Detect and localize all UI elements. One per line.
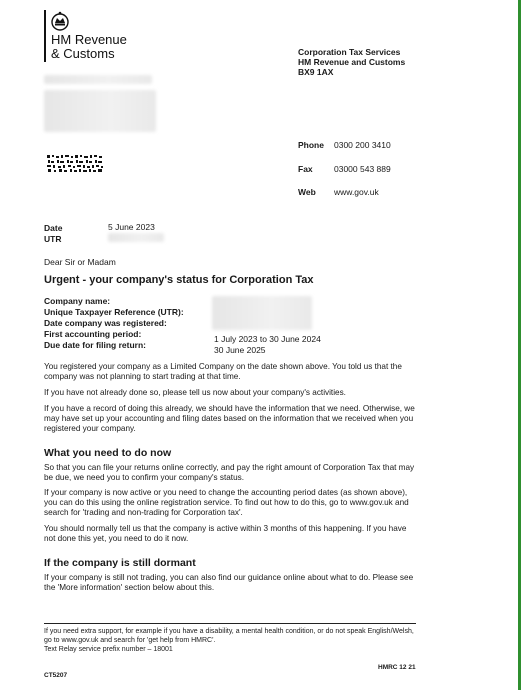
field-company-name: Company name: bbox=[44, 296, 111, 306]
field-due-date: Due date for filing return: bbox=[44, 340, 146, 350]
logo-rule bbox=[44, 10, 46, 62]
fax-label: Fax bbox=[298, 164, 313, 174]
royal-crest-icon bbox=[50, 10, 70, 32]
paragraph-registered: You registered your company as a Limited Company on the date shown above. You told us that the company was not planning to start trading at that time. bbox=[44, 362, 402, 381]
company-fields bbox=[44, 296, 184, 351]
due-date-value: 30 June 2025 bbox=[214, 345, 266, 355]
footer-divider bbox=[44, 623, 416, 624]
first-period-value: 1 July 2023 to 30 June 2024 bbox=[214, 334, 321, 344]
postal-barcode-icon bbox=[46, 154, 104, 173]
field-first-period: First accounting period: bbox=[44, 329, 142, 339]
paragraph-dormant: If your company is still not trading, you can also find our guidance online about what to do. Please see the 'More information' section below about this. bbox=[44, 573, 414, 592]
sender-line1: Corporation Tax Services bbox=[298, 47, 401, 57]
footer-support bbox=[44, 627, 414, 654]
phone-value: 0300 200 3410 bbox=[334, 140, 391, 150]
sender-line3: BX9 1AX bbox=[298, 67, 334, 77]
logo-line2: & Customs bbox=[51, 46, 115, 61]
paragraph-three-months: You should normally tell us that the company is active within 3 months of this happening. If you have not done this yet, you need to do it now. bbox=[44, 524, 407, 543]
paragraph-tell-us: If you have not already done so, please tell us now about your company's activities. bbox=[44, 388, 346, 397]
letter-title: Urgent - your company's status for Corporation Tax bbox=[44, 274, 314, 286]
web-label: Web bbox=[298, 187, 316, 197]
fax-value: 03000 543 889 bbox=[334, 164, 391, 174]
paragraph-record: If you have a record of doing this already, we should have the information that we need. Otherwise, we may have set up your accounting and filing dates based on the information that we received when you registered your company. bbox=[44, 404, 415, 433]
phone-label: Phone bbox=[298, 140, 324, 150]
sender-line2: HM Revenue and Customs bbox=[298, 57, 406, 67]
reference-code: CT5207 bbox=[44, 672, 68, 679]
paragraph-file-returns: So that you can file your returns online correctly, and pay the right amount of Corporation Tax that may be due, we need you to confirm your company's status. bbox=[44, 463, 415, 482]
utr-label: UTR bbox=[44, 234, 62, 244]
footer-relay: Text Relay service prefix number – 18001 bbox=[44, 646, 173, 653]
date-label: Date bbox=[44, 223, 63, 233]
redacted-name bbox=[44, 75, 152, 84]
form-code: HMRC 12 21 bbox=[378, 664, 416, 671]
redacted-company-details bbox=[212, 296, 312, 330]
field-utr: Unique Taxpayer Reference (UTR): bbox=[44, 307, 184, 317]
sender-address bbox=[298, 47, 405, 77]
logo-line1: HM Revenue bbox=[51, 32, 127, 47]
heading-what-to-do: What you need to do now bbox=[44, 447, 172, 459]
web-value[interactable]: www.gov.uk bbox=[334, 187, 379, 197]
paragraph-active: If your company is now active or you need to change the accounting period dates (as shown above), you can do this using the online registration service. To find out how to do this, go to www.gov.uk and search for 'trading and non-trading for Corporation tax'. bbox=[44, 488, 409, 517]
field-date-registered: Date company was registered: bbox=[44, 318, 167, 328]
hmrc-logo-text bbox=[51, 33, 127, 61]
heading-dormant: If the company is still dormant bbox=[44, 557, 196, 569]
date-value: 5 June 2023 bbox=[108, 222, 155, 232]
redacted-utr bbox=[108, 233, 164, 242]
salutation: Dear Sir or Madam bbox=[44, 257, 116, 267]
footer-support-text: If you need extra support, for example if you have a disability, a mental health condition, or do not speak English/Welsh, go to www.gov.uk and search for 'get help from HMRC'. bbox=[44, 628, 414, 644]
redacted-address bbox=[44, 90, 156, 132]
